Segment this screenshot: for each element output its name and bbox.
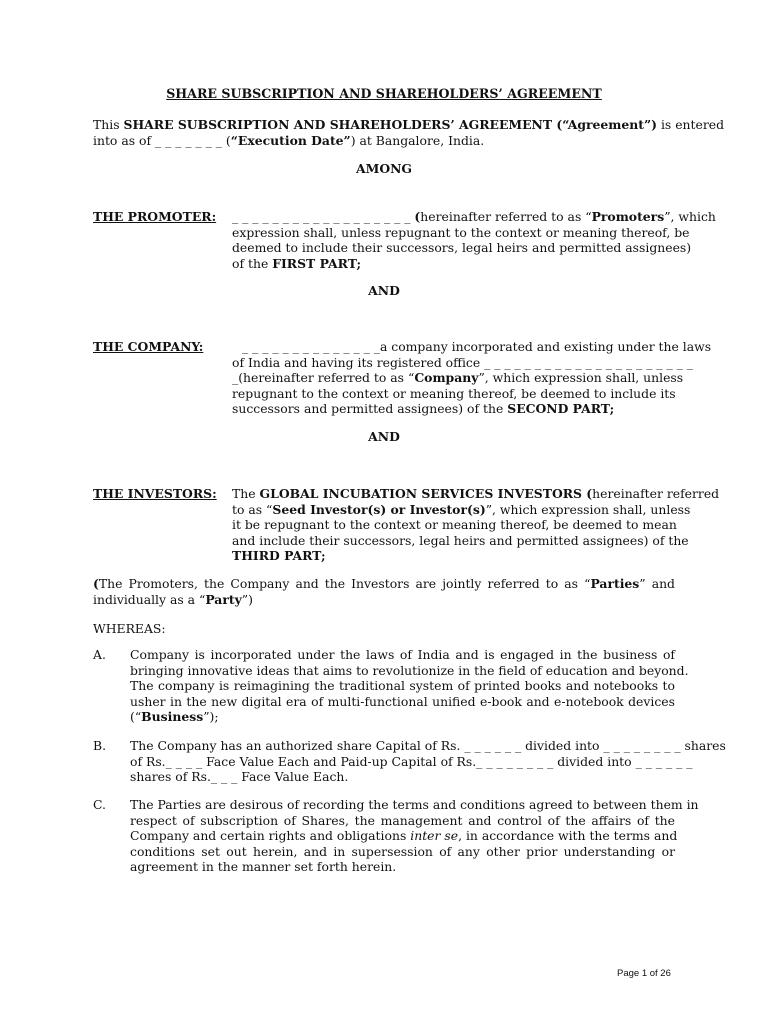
page-number: Page 1 of 26 <box>617 968 671 979</box>
investors-line-4: and include their successors, legal heirs and permitted assignees) of the <box>232 532 689 548</box>
recital-c-line-1: The Parties are desirous of recording the terms and conditions agreed to between them in <box>130 797 699 812</box>
recital-b-marker: B. <box>93 738 107 753</box>
recital-b-line-1: The Company has an authorized share Capital of Rs. _ _ _ _ _ _ divided into _ _ _ _ _ _ _ _ shares <box>130 738 726 753</box>
investors-label: THE INVESTORS: <box>93 486 217 501</box>
recital-b <box>130 738 726 785</box>
recital-a-line-2: bringing innovative ideas that aims to revolutionize in the field of education and beyond. <box>130 662 689 678</box>
recital-a-line-4: usher in the new digital era of multi-functional unified e-book and e-notebook devices <box>130 693 675 709</box>
company-paragraph <box>232 339 712 417</box>
investors-line-5: THIRD PART; <box>232 548 326 564</box>
company-line-3: _(hereinafter referred to as “Company”, which expression shall, unless <box>232 370 684 386</box>
recital-b-line-3: shares of Rs._ _ _ Face Value Each. <box>130 769 349 785</box>
investors-paragraph <box>232 486 720 564</box>
investors-line-2: to as “Seed Investor(s) or Investor(s)”, which expression shall, unless <box>232 501 691 517</box>
recital-c-line-5: agreement in the manner set forth herein. <box>130 859 397 875</box>
company-line-4: repugnant to the context or meaning thereof, be deemed to include its <box>232 385 676 401</box>
and-divider-1: AND <box>368 283 400 298</box>
page-title: SHARE SUBSCRIPTION AND SHAREHOLDERS’ AGREEMENT <box>166 86 602 101</box>
company-line-2: of India and having its registered office _ _ _ _ _ _ _ _ _ _ _ _ _ _ _ _ _ _ _ _ _ <box>232 354 693 370</box>
parties-paragraph <box>93 576 675 607</box>
recital-c-line-2: respect of subscription of Shares, the management and control of the affairs of the <box>130 812 675 828</box>
recital-b-line-2: of Rs._ _ _ _ Face Value Each and Paid-up Capital of Rs._ _ _ _ _ _ _ _ divided into _ _ _ _ _ _ <box>130 753 693 769</box>
recital-a-line-5: (“Business”); <box>130 709 219 725</box>
recital-c-line-3: Company and certain rights and obligations inter se, in accordance with the terms and <box>130 828 678 844</box>
parties-line-2: individually as a “Party”) <box>93 591 253 607</box>
parties-line-1: (The Promoters, the Company and the Investors are jointly referred to as “Parties” and <box>93 576 675 591</box>
investors-line-3: it be repugnant to the context or meaning thereof, be deemed to mean <box>232 517 677 533</box>
recital-c-marker: C. <box>93 797 106 812</box>
promoter-line-1: _ _ _ _ _ _ _ _ _ _ _ _ _ _ _ _ _ _ (hereinafter referred to as “Promoters”, which <box>232 209 716 224</box>
promoter-label: THE PROMOTER: <box>93 209 217 224</box>
company-label: THE COMPANY: <box>93 339 204 354</box>
intro-line-2: into as of _ _ _ _ _ _ _ (“Execution Date”) at Bangalore, India. <box>93 132 485 148</box>
investors-line-1: The GLOBAL INCUBATION SERVICES INVESTORS (hereinafter referred <box>232 486 720 501</box>
recital-c-line-4: conditions set out herein, and in supersession of any other prior understanding or <box>130 843 675 859</box>
company-line-5: successors and permitted assignees) of the SECOND PART; <box>232 401 615 417</box>
recital-a-line-1: Company is incorporated under the laws of India and is engaged in the business of <box>130 647 675 662</box>
intro-paragraph <box>93 117 725 148</box>
whereas-heading: WHEREAS: <box>93 621 166 636</box>
among-heading: AMONG <box>355 161 413 176</box>
recital-a-line-3: The company is reimagining the traditional system of printed books and notebooks to <box>130 678 675 694</box>
promoter-line-2: expression shall, unless repugnant to the context or meaning thereof, be <box>232 224 690 240</box>
company-line-1: _ _ _ _ _ _ _ _ _ _ _ _ _ _a company incorporated and existing under the laws <box>242 339 712 354</box>
recital-c <box>130 797 699 875</box>
promoter-paragraph <box>232 209 716 271</box>
and-divider-2: AND <box>368 429 400 444</box>
recital-a-marker: A. <box>93 647 106 662</box>
promoter-line-4: of the FIRST PART; <box>232 255 362 271</box>
recital-a <box>130 647 689 725</box>
promoter-line-3: deemed to include their successors, legal heirs and permitted assignees) <box>232 240 692 256</box>
intro-line-1: This SHARE SUBSCRIPTION AND SHAREHOLDERS’ AGREEMENT (“Agreement”) is entered <box>93 117 725 132</box>
